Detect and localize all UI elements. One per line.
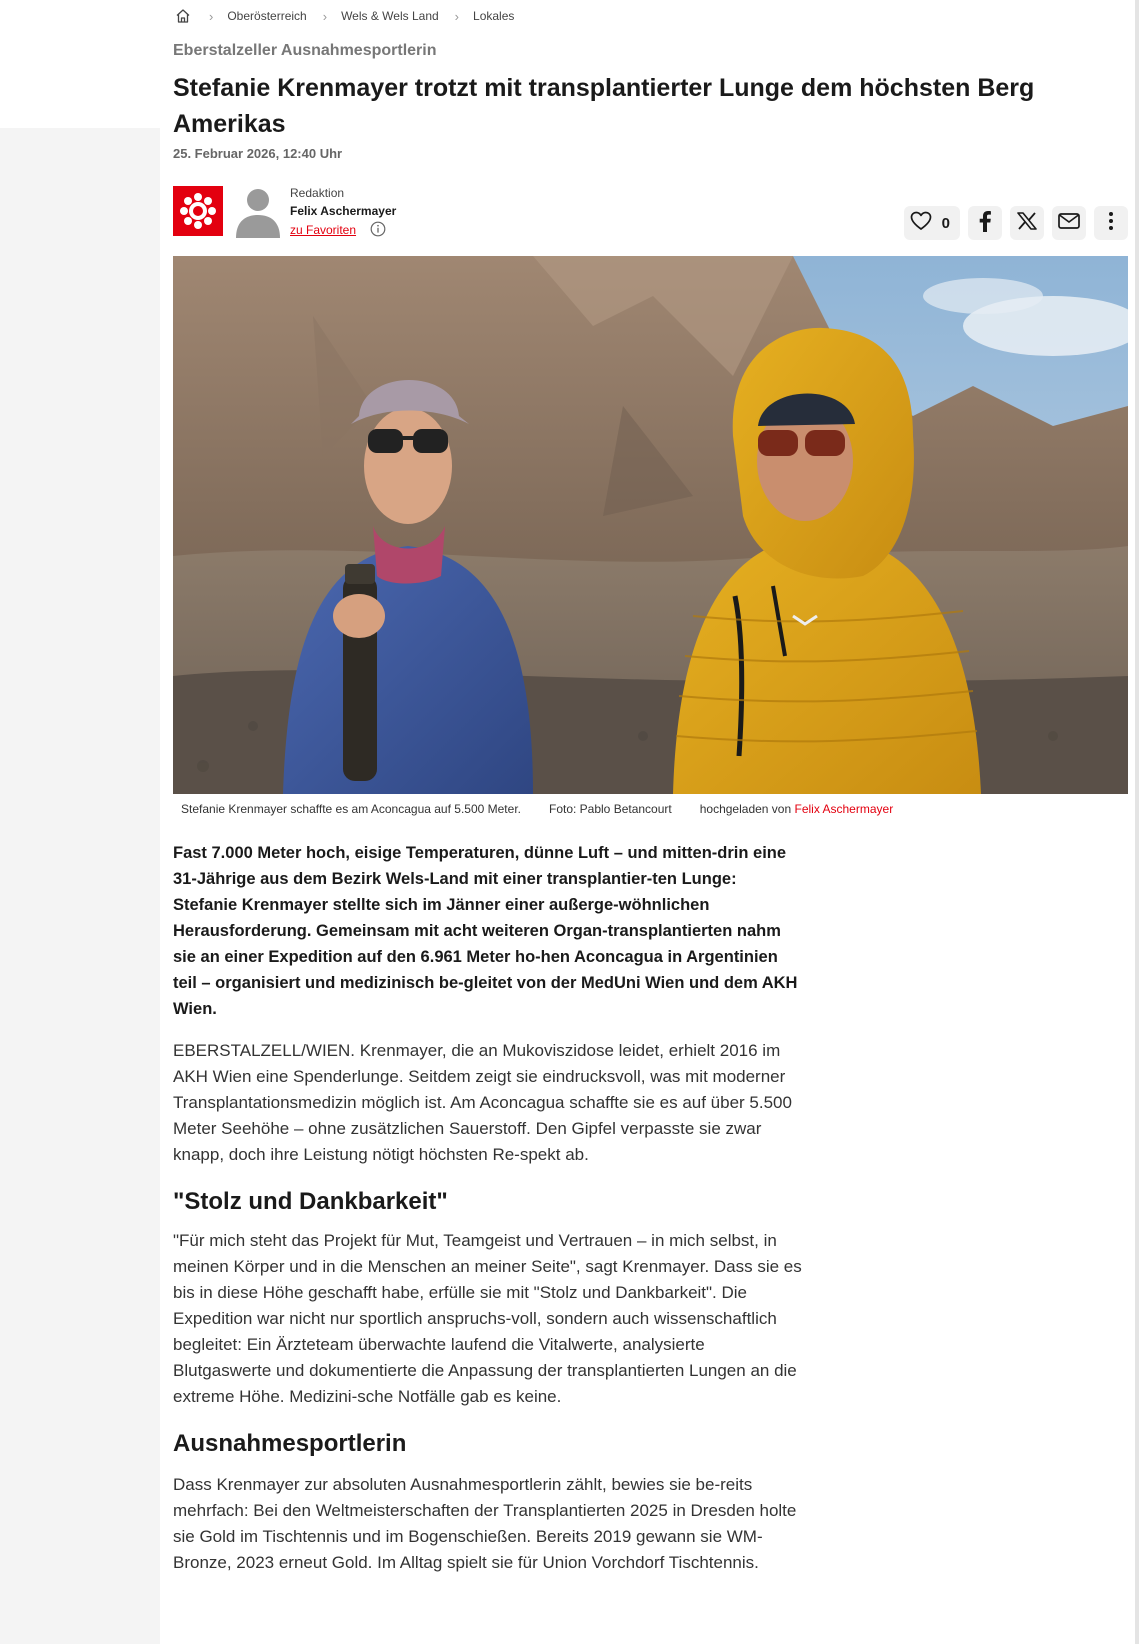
caption-text: Stefanie Krenmayer schaffte es am Aconcagua auf 5.500 Meter. [181,802,521,816]
photo-credit: Foto: Pablo Betancourt [548,802,672,816]
breadcrumb-item-oberoesterreich[interactable]: Oberösterreich [227,9,307,23]
breadcrumb-separator: › [209,8,214,24]
breadcrumb-separator: › [454,8,460,24]
author-name[interactable]: Felix Aschermayer [290,204,397,218]
info-icon[interactable] [370,221,386,242]
heart-icon [910,211,932,236]
author-role: Redaktion [290,186,345,200]
more-options-button[interactable] [1094,206,1128,240]
uploaded-by-link[interactable]: Felix Aschermayer [794,802,894,816]
share-facebook-button[interactable] [968,206,1002,240]
breadcrumb-separator: › [322,8,328,24]
mail-icon [1058,213,1080,234]
article-lead: Fast 7.000 Meter hoch, eisige Temperaturen, dünne Luft – und mitten-drin eine 31-Jährige aus dem Bezirk Wels-Land mit einer transplantier-ten Lunge: Stefanie Krenmayer stellte sich im Jänner einer außerge-wöhnlichen Herausforderung. Gemeinsam mit acht weiteren Organ-transplantierten nahm sie an einer Expedition auf den 6.961 Meter ho-hen Aconcagua in Argentinien teil – organisiert und medizinisch be-gleitet von der MedUni Wien und dem AKH Wien. [173,844,798,1018]
facebook-icon [978,210,992,237]
like-count: 0 [941,214,950,232]
home-icon[interactable] [173,6,193,26]
left-sidebar-background [0,128,160,1644]
breadcrumb-item-lokales[interactable]: Lokales [473,9,515,23]
article-title: Stefanie Krenmayer trotzt mit transplantierter Lunge dem höchsten Berg Amerikas [173,74,1035,138]
article-actions [896,206,1128,240]
article-paragraph: EBERSTALZELL/WIEN. Krenmayer, die an Mukoviszidose leidet, erhielt 2016 im AKH Wien eine Spenderlunge. Seitdem zeigt sie eindrucksvoll, was mit moderner Transplantationsmedizin möglich ist. Am Aconcagua schaffte sie es auf über 5.500 Meter Seehöhe – ohne zusätzlichen Sauerstoff. Den Gipfel verpasste sie zwar knapp, doch ihre Leistung nötigt höchsten Re-spekt ab. [173,1041,792,1164]
like-button[interactable] [904,206,960,240]
section-heading: "Stolz und Dankbarkeit" [173,1188,448,1215]
section-heading: Ausnahmesportlerin [173,1430,407,1457]
article-paragraph: Dass Krenmayer zur absoluten Ausnahmesportlerin zählt, bewies sie be-reits mehrfach: Bei den Weltmeisterschaften der Transplantierten 2025 in Dresden holte sie Gold im Tischtennis und im Bogenschießen. Bereits 2019 gewann sie WM-Bronze, 2023 erneut Gold. Im Alltag spielt sie für Union Vorchdorf Tischtennis. [173,1475,797,1572]
article-body [173,840,803,1576]
article-paragraph: "Für mich steht das Projekt für Mut, Teamgeist und Vertrauen – in mich selbst, in meinen Körper und in die Menschen an meiner Seite", sagt Krenmayer. Dass sie es bis in diese Höhe geschafft habe, erfülle sie mit "Stolz und Dankbarkeit". Die Expedition war nicht nur sportlich anspruchs-voll, sondern auch wissenschaftlich begleitet: Ein Ärzteteam überwachte laufend die Vitalwerte, analysierte Blutgaswerte und dokumentierte die Anpassung der transplantierten Lungen an die extreme Höhe. Medizini-sche Notfälle gab es keine. [173,1231,802,1406]
breadcrumb-item-wels[interactable]: Wels & Wels Land [341,9,439,23]
user-avatar-icon[interactable] [233,186,283,238]
x-icon [1017,212,1037,235]
scrollbar-track[interactable] [1135,0,1139,1644]
author-info [290,184,396,242]
uploaded-by-label: hochgeladen von [699,802,792,816]
image-caption [181,802,893,816]
share-x-button[interactable] [1010,206,1044,240]
more-vertical-icon [1108,211,1114,236]
article-kicker: Eberstalzeller Ausnahmesportlerin [173,42,437,59]
article-hero-image[interactable] [173,256,1128,794]
meinbezirk-logo-icon[interactable] [173,186,223,236]
breadcrumb [173,6,514,26]
article-date: 25. Februar 2026, 12:40 Uhr [173,146,343,161]
author-block [173,184,1128,238]
share-mail-button[interactable] [1052,206,1086,240]
add-to-favorites-link[interactable]: zu Favoriten [290,223,357,237]
